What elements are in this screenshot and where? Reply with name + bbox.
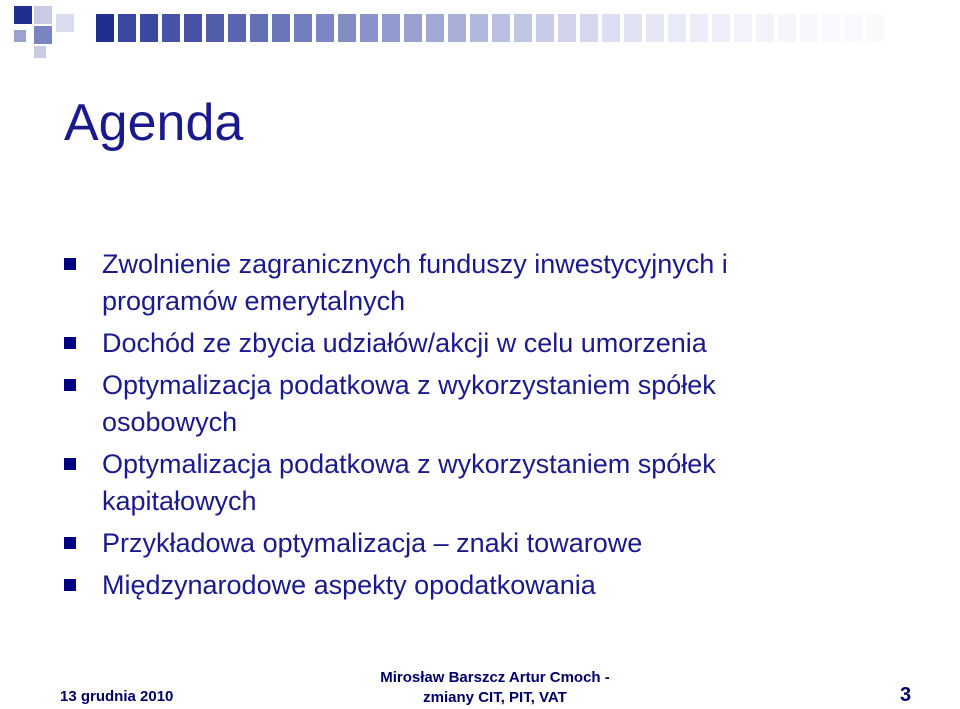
decor-square-light <box>56 14 74 32</box>
square-bullet-icon <box>64 537 76 549</box>
decor-square-light <box>34 46 46 58</box>
footer-authors-line1: Mirosław Barszcz Artur Cmoch - <box>380 669 610 686</box>
decor-square-light <box>34 6 52 24</box>
agenda-list <box>64 246 884 609</box>
square-bullet-icon <box>64 258 76 270</box>
agenda-item <box>64 367 884 441</box>
agenda-item-line2: kapitałowych <box>102 486 257 516</box>
page-number: 3 <box>900 684 912 706</box>
decor-bars <box>96 14 960 42</box>
decor-square-mid <box>14 30 26 42</box>
agenda-item-line2: osobowych <box>102 407 238 437</box>
agenda-item-line1: Przykładowa optymalizacja – znaki towarowe <box>102 528 643 558</box>
agenda-item <box>64 246 884 320</box>
agenda-item <box>64 446 884 520</box>
header-decoration <box>0 0 960 70</box>
agenda-item-line1: Optymalizacja podatkowa z wykorzystaniem spółek <box>102 449 716 479</box>
footer-date: 13 grudnia 2010 <box>60 688 174 705</box>
square-bullet-icon <box>64 337 76 349</box>
agenda-item-line2: programów emerytalnych <box>102 286 406 316</box>
agenda-item <box>64 325 884 362</box>
agenda-item-line1: Dochód ze zbycia udziałów/akcji w celu umorzenia <box>102 328 707 358</box>
agenda-item <box>64 567 884 604</box>
agenda-item <box>64 525 884 562</box>
agenda-item-line1: Międzynarodowe aspekty opodatkowania <box>102 570 596 600</box>
footer-authors-line2: zmiany CIT, PIT, VAT <box>423 689 567 706</box>
agenda-item-line1: Optymalizacja podatkowa z wykorzystaniem spółek <box>102 370 716 400</box>
decor-square-mid <box>34 26 52 44</box>
footer-authors <box>360 668 630 708</box>
decor-square-dark <box>14 6 32 24</box>
square-bullet-icon <box>64 379 76 391</box>
square-bullet-icon <box>64 579 76 591</box>
slide-title: Agenda <box>64 94 244 152</box>
square-bullet-icon <box>64 458 76 470</box>
agenda-item-line1: Zwolnienie zagranicznych funduszy inwestycyjnych i <box>102 249 728 279</box>
